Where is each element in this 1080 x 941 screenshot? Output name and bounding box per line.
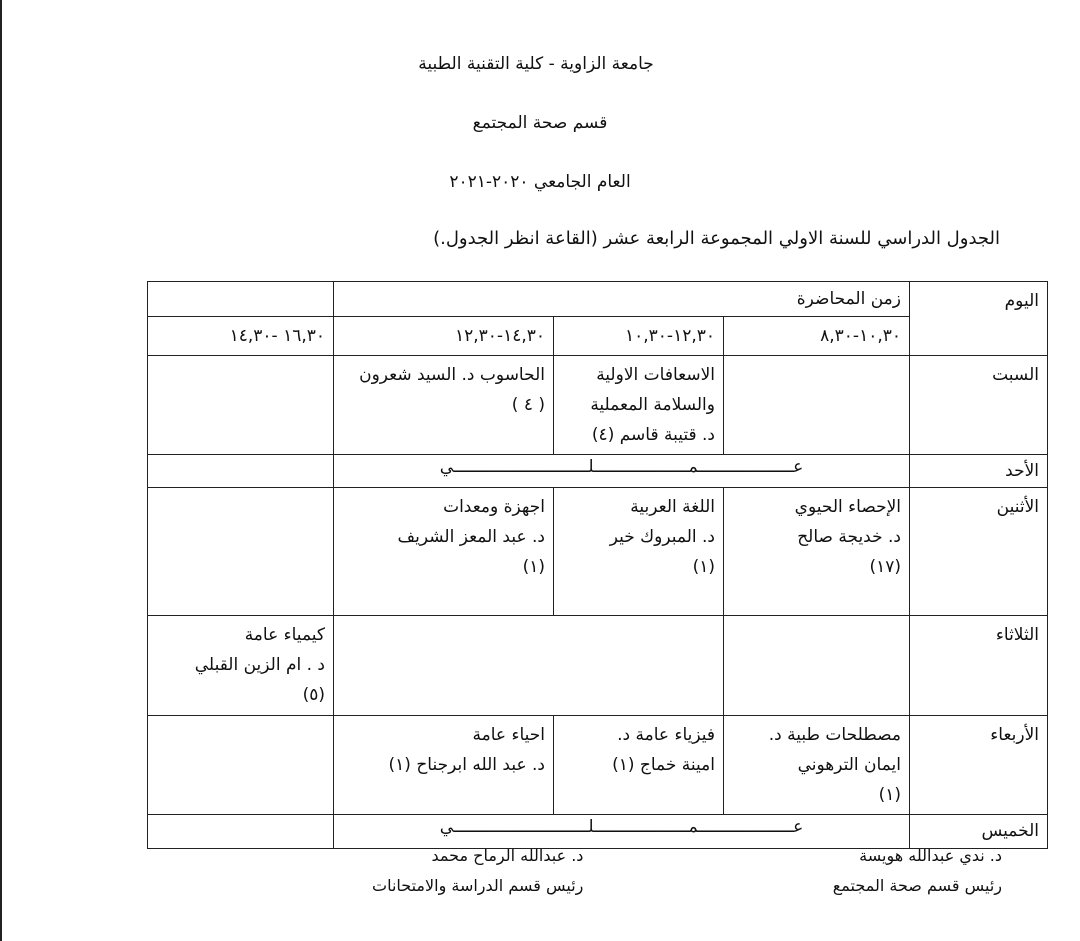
room: (١) xyxy=(878,785,901,805)
time-header: زمن المحاضرة xyxy=(334,282,910,317)
slot-1: ١٠,٣٠-٨,٣٠ xyxy=(724,317,910,356)
signatory-name: د. عبدالله الرماح محمد xyxy=(431,846,584,865)
wed-slot-2 xyxy=(554,716,724,815)
sat-slot-4 xyxy=(148,356,334,455)
wed-slot-3 xyxy=(334,716,554,815)
department-title: قسم صحة المجتمع xyxy=(472,113,608,133)
row-tuesday xyxy=(148,616,1048,716)
sat-slot-3 xyxy=(334,356,554,455)
room: (١) xyxy=(692,557,715,577)
lecturer: د. عبد الله ابرجناح (١) xyxy=(388,755,545,775)
course-name: مصطلحات طبية د. xyxy=(768,725,901,745)
university-title: جامعة الزاوية - كلية التقنية الطبية xyxy=(418,54,654,74)
tue-slot-2-3 xyxy=(334,616,724,716)
row-sunday xyxy=(148,455,1048,488)
lecturer: د. عبد المعز الشريف xyxy=(397,527,545,547)
day-header: اليوم xyxy=(910,282,1048,356)
day-tuesday: الثلاثاء xyxy=(910,616,1048,716)
course-name: اللغة العربية xyxy=(630,497,715,517)
wed-slot-1 xyxy=(724,716,910,815)
mon-slot-1 xyxy=(724,488,910,616)
day-sunday: الأحد xyxy=(910,455,1048,488)
course-name: الإحصاء الحيوي xyxy=(794,497,901,517)
signature-exams xyxy=(372,841,583,901)
signatory-title: رئيس قسم الدراسة والامتحانات xyxy=(372,876,584,895)
sun-slot-4 xyxy=(148,455,334,488)
sat-slot-1 xyxy=(724,356,910,455)
signatory-title: رئيس قسم صحة المجتمع xyxy=(832,876,1002,895)
course-name: فيزياء عامة د. xyxy=(617,725,715,745)
day-monday: الأثنين xyxy=(910,488,1048,616)
row-wednesday xyxy=(148,716,1048,815)
sunday-practical: عـــــــــــــــــــمـــــــــــــــــــلـــــــــــــــــــــــــــي xyxy=(334,455,910,488)
mon-slot-3 xyxy=(334,488,554,616)
slot-4: ١٦,٣٠ -١٤,٣٠ xyxy=(148,317,334,356)
row-saturday xyxy=(148,356,1048,455)
lecturer: د. خديجة صالح xyxy=(797,527,901,547)
schedule-title: الجدول الدراسي للسنة الاولي المجموعة الرابعة عشر (القاعة انظر الجدول.) xyxy=(433,228,1000,249)
lecturer: امينة خماج (١) xyxy=(612,755,715,775)
lecturer: د . ام الزين القبلي xyxy=(194,655,325,675)
room: (١) xyxy=(522,557,545,577)
room: ( ٤ ) xyxy=(511,395,545,415)
sat-slot-2 xyxy=(554,356,724,455)
signatory-name: د. ندي عبدالله هويسة xyxy=(859,846,1002,865)
academic-year: العام الجامعي ٢٠٢٠-٢٠٢١ xyxy=(449,172,631,192)
slot-2: ١٢,٣٠-١٠,٣٠ xyxy=(554,317,724,356)
course-name: احياء عامة xyxy=(472,725,545,745)
mon-slot-2 xyxy=(554,488,724,616)
thu-slot-4 xyxy=(148,815,334,849)
signature-community-health xyxy=(833,841,1002,901)
lecturer: د. المبروك خير xyxy=(609,527,715,547)
page-border xyxy=(0,0,2,941)
table-header-row xyxy=(148,282,1048,317)
course-name: الحاسوب د. السيد شعرون xyxy=(359,365,545,385)
room: (١٧) xyxy=(869,557,901,577)
mon-slot-4 xyxy=(148,488,334,616)
course-name: اجهزة ومعدات xyxy=(443,497,545,517)
tue-slot-1 xyxy=(724,616,910,716)
room: (٥) xyxy=(302,685,325,705)
day-wednesday: الأربعاء xyxy=(910,716,1048,815)
wed-slot-4 xyxy=(148,716,334,815)
lecturer: ايمان الترهوني xyxy=(797,755,901,775)
thursday-practical: عـــــــــــــــــــمـــــــــــــــــــلـــــــــــــــــــــــــــي xyxy=(334,815,910,849)
empty-cell xyxy=(148,282,334,317)
tue-slot-4 xyxy=(148,616,334,716)
course-name: الاسعافات الاولية xyxy=(596,365,715,385)
row-monday xyxy=(148,488,1048,616)
schedule-table xyxy=(147,281,1048,849)
day-thursday: الخميس xyxy=(910,815,1048,849)
day-saturday: السبت xyxy=(910,356,1048,455)
slot-3: ١٤,٣٠-١٢,٣٠ xyxy=(334,317,554,356)
course-name: كيمياء عامة xyxy=(244,625,325,645)
lecturer: د. قتيبة قاسم (٤) xyxy=(591,425,715,445)
course-name-cont: والسلامة المعملية xyxy=(590,395,715,415)
